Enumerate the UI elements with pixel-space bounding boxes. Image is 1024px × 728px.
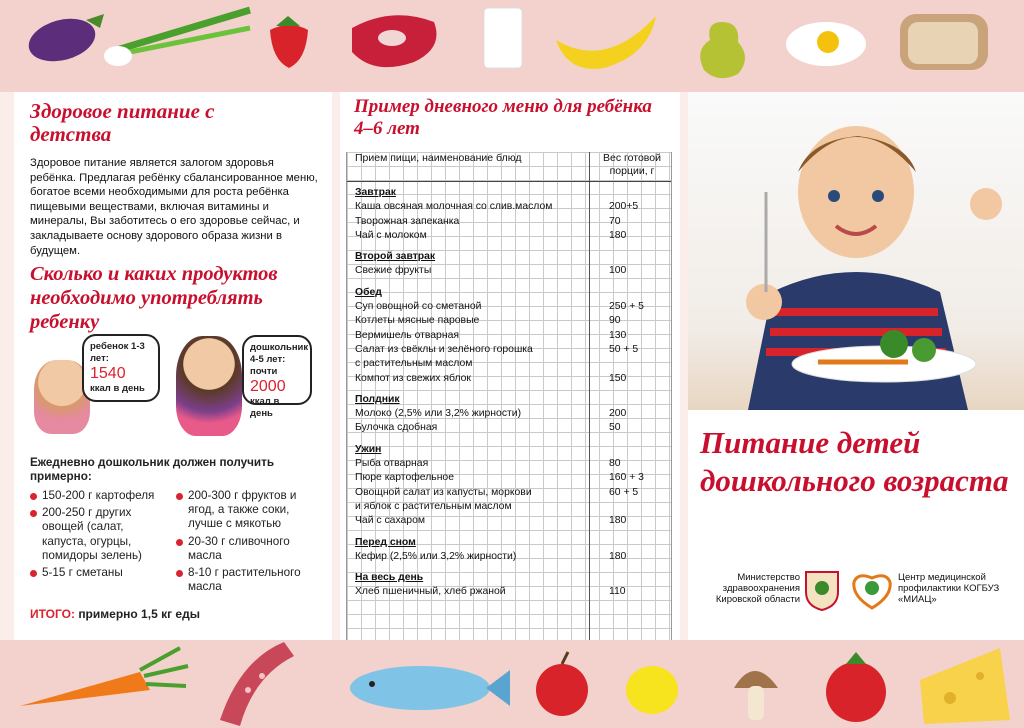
intro-paragraph: Здоровое питание является залогом здоровья ребёнка. Предлагая ребёнку сбалансированное меню, богатое всеми необходимыми для роста ребёнка пищевыми веществами, включая витамины и минералы, Вы заботитесь о его здоровье сейчас, и закладываете основу здорового образа жизни в будущем.	[30, 157, 318, 257]
row-gap	[347, 564, 671, 571]
menu-section-row	[347, 443, 671, 457]
portion-weight: 90	[609, 315, 621, 327]
meal-name: Ужин	[355, 443, 382, 455]
menu-title: Пример дневного меню для ребёнка 4–6 лет	[354, 96, 652, 139]
dish-name: Чай с сахаром	[355, 515, 426, 527]
prevention-center-logo-icon	[850, 568, 894, 612]
table-row	[347, 471, 671, 485]
portion-weight: 70	[609, 215, 621, 227]
bottom-food-illustrations	[0, 640, 1024, 728]
list-item: 150-200 г картофеля	[30, 489, 170, 503]
preschooler-calorie-bubble	[242, 335, 312, 419]
dish-name: Овощной салат из капусты, моркови	[355, 486, 532, 498]
dish-name: Творожная запеканка	[355, 215, 460, 227]
dish-name: и яблок с растительным маслом	[355, 500, 512, 512]
total-text: примерно 1,5 кг еды	[78, 607, 200, 621]
dish-name: Кефир (2,5% или 3,2% жирности)	[355, 550, 517, 562]
carrot-icon	[20, 648, 188, 706]
menu-section-row	[347, 571, 671, 585]
meal-name: Второй завтрак	[355, 251, 436, 263]
toddler-calorie-bubble	[82, 334, 160, 402]
list-item: 8-10 г растительного масла	[176, 566, 326, 594]
meal-name: На весь день	[355, 572, 424, 584]
total-line	[30, 607, 200, 621]
table-row	[347, 300, 671, 314]
menu-section-row	[347, 250, 671, 264]
bread-icon	[900, 14, 988, 70]
portion-weight: 110	[609, 586, 626, 598]
boy-eating-photo	[688, 92, 1024, 410]
list-item: 20-30 г сливочного масла	[176, 535, 326, 563]
mushroom-icon	[734, 671, 778, 720]
banana-icon	[556, 16, 656, 69]
toddler-kcal: 1540	[90, 365, 126, 382]
pear-icon	[700, 22, 745, 78]
toddler-kcal-unit: ккал в день	[90, 383, 145, 394]
preschooler-age: дошкольник 4-5 лет:	[250, 342, 309, 365]
preschooler-photo	[176, 336, 242, 436]
table-row	[347, 200, 671, 214]
dish-name: Суп овощной со сметаной	[355, 301, 482, 313]
menu-section-row	[347, 393, 671, 407]
table-row	[347, 329, 671, 343]
row-gap	[347, 243, 671, 250]
tomato-icon	[826, 652, 886, 722]
bottom-food-band	[0, 640, 1024, 728]
preschooler-kcal-unit: ккал в день	[250, 396, 280, 419]
dish-name: Хлеб пшеничный, хлеб ржаной	[355, 586, 506, 598]
cheese-icon	[920, 648, 1010, 724]
dish-name: с растительным маслом	[355, 358, 473, 370]
table-row	[347, 550, 671, 564]
meal-name: Полдник	[355, 393, 400, 405]
eggplant-icon	[24, 12, 104, 68]
portion-weight: 60 + 5	[609, 486, 639, 498]
table-row	[347, 264, 671, 278]
dish-name: Компот из свежих яблок	[355, 372, 471, 384]
list-item: 200-300 г фруктов и ягод, а также соки, лучше с мякотью	[176, 489, 326, 532]
portion-weight: 160 + 3	[609, 472, 644, 484]
portion-weight: 100	[609, 265, 627, 277]
toddler-age: ребенок 1-3 лет:	[90, 341, 145, 364]
steak-icon	[352, 15, 437, 67]
portion-weight: 200	[609, 408, 627, 420]
row-gap	[347, 436, 671, 443]
dish-name: Свежие фрукты	[355, 265, 432, 277]
table-row	[347, 514, 671, 528]
ministry-name: Министерство здравоохранения Кировской области	[715, 572, 800, 605]
ministry-emblem-icon	[802, 568, 842, 612]
dish-name: Чай с молоком	[355, 229, 427, 241]
portion-weight: 80	[609, 458, 621, 470]
dish-name: Котлеты мясные паровые	[355, 315, 480, 327]
table-row	[347, 486, 671, 500]
strawberry-icon	[270, 16, 308, 68]
how-much-title: Сколько и каких продуктов необходимо употреблять ребенку	[30, 263, 278, 333]
portion-weight: 150	[609, 372, 627, 384]
menu-header-meal: Прием пищи, наименование блюд	[355, 152, 522, 164]
table-row	[347, 457, 671, 471]
row-gap	[347, 279, 671, 286]
table-row	[347, 500, 671, 514]
prevention-center-name: Центр медицинской профилактики КОГБУЗ «МИАЦ»	[898, 572, 1000, 605]
portion-weight: 50 + 5	[609, 343, 639, 355]
meal-name: Завтрак	[355, 187, 396, 198]
menu-rows	[347, 186, 671, 600]
top-food-illustrations	[0, 0, 1024, 92]
row-gap	[347, 529, 671, 536]
menu-table	[346, 152, 672, 640]
list-item: 5-15 г сметаны	[30, 566, 170, 580]
portion-weight: 250 + 5	[609, 301, 644, 313]
dish-name: Салат из свёклы и зелёного горошка	[355, 343, 533, 355]
apple-icon	[536, 652, 588, 716]
daily-list-left	[30, 489, 170, 583]
table-row	[347, 585, 671, 599]
preschooler-kcal: 2000	[250, 378, 286, 395]
portion-weight: 130	[609, 329, 627, 341]
table-row	[347, 421, 671, 435]
table-row	[347, 229, 671, 243]
fish-icon	[350, 666, 510, 710]
portion-weight: 180	[609, 515, 627, 527]
meal-name: Перед сном	[355, 536, 416, 548]
green-onion-icon	[104, 10, 250, 66]
table-row	[347, 314, 671, 328]
top-food-band	[0, 0, 1024, 92]
brochure-title: Питание детей дошкольного возраста	[700, 425, 1009, 498]
lemon-icon	[626, 666, 678, 714]
portion-weight: 200+5	[609, 201, 639, 213]
table-row	[347, 357, 671, 371]
list-item: 200-250 г других овощей (салат, капуста, огурцы, помидоры зелень)	[30, 506, 170, 563]
menu-section-row	[347, 536, 671, 550]
daily-intake-intro: Ежедневно дошкольник должен получить примерно:	[30, 456, 275, 483]
preschooler-prefix: почти	[250, 366, 278, 377]
row-gap	[347, 386, 671, 393]
table-row	[347, 372, 671, 386]
dish-name: Рыба отварная	[355, 458, 429, 470]
sausage-icon	[220, 642, 294, 726]
total-label: ИТОГО:	[30, 607, 75, 621]
dish-name: Пюре картофельное	[355, 472, 454, 484]
dish-name: Булочка сдобная	[355, 422, 438, 434]
header-divider	[347, 181, 671, 182]
healthy-eating-title: Здоровое питание с детства	[30, 99, 215, 146]
table-row	[347, 215, 671, 229]
boy-eating-illustration	[688, 92, 1024, 410]
portion-weight: 50	[609, 422, 621, 434]
table-row	[347, 407, 671, 421]
menu-section-row	[347, 286, 671, 300]
fried-egg-icon	[786, 22, 866, 66]
dish-name: Каша овсяная молочная со слив.маслом	[355, 201, 553, 213]
dish-name: Молоко (2,5% или 3,2% жирности)	[355, 408, 522, 420]
daily-list-right	[176, 489, 326, 597]
portion-weight: 180	[609, 550, 627, 562]
milk-glass-icon	[484, 8, 522, 68]
dish-name: Вермишель отварная	[355, 329, 459, 341]
organizations	[700, 568, 1010, 618]
table-row	[347, 343, 671, 357]
meal-name: Обед	[355, 286, 382, 298]
menu-header-weight: Вес готовой порции, г	[603, 152, 661, 177]
menu-section-row	[347, 186, 671, 200]
portion-weight: 180	[609, 229, 627, 241]
